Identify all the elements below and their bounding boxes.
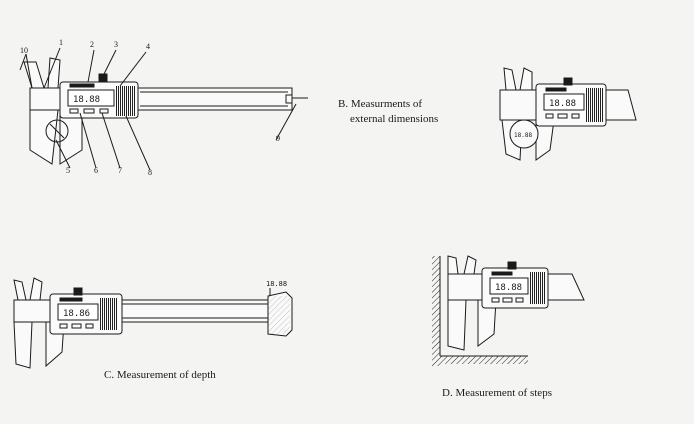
display-reading-c: 18.86 (63, 309, 91, 319)
caliper-figure-a (20, 48, 308, 170)
part-label-10: 10 (20, 46, 28, 55)
part-label-6: 6 (94, 166, 98, 175)
part-label-2: 2 (90, 40, 94, 49)
part-label-4: 4 (146, 42, 150, 51)
caption-b-line1: B. Measurments of (338, 98, 423, 110)
round-object-reading-b: 18.88 (514, 132, 533, 139)
depth-value-c: 18.88 (266, 280, 288, 288)
part-label-1: 1 (59, 38, 63, 47)
display-reading-b: 18.88 (549, 99, 577, 109)
part-label-8: 8 (148, 168, 152, 177)
caliper-figure-c (14, 278, 292, 368)
caption-b-line2: external dimensions (350, 113, 439, 125)
display-reading-d: 18.88 (495, 283, 523, 293)
part-label-5: 5 (66, 166, 70, 175)
display-reading-a: 18.88 (73, 95, 101, 105)
caption-c: C. Measurement of depth (104, 369, 216, 381)
caliper-figure-d (432, 256, 584, 366)
caliper-figure-b (500, 68, 636, 160)
part-label-7: 7 (118, 166, 122, 175)
part-label-9: 9 (276, 134, 280, 143)
part-label-3: 3 (114, 40, 118, 49)
caption-d: D. Measurement of steps (442, 387, 552, 399)
